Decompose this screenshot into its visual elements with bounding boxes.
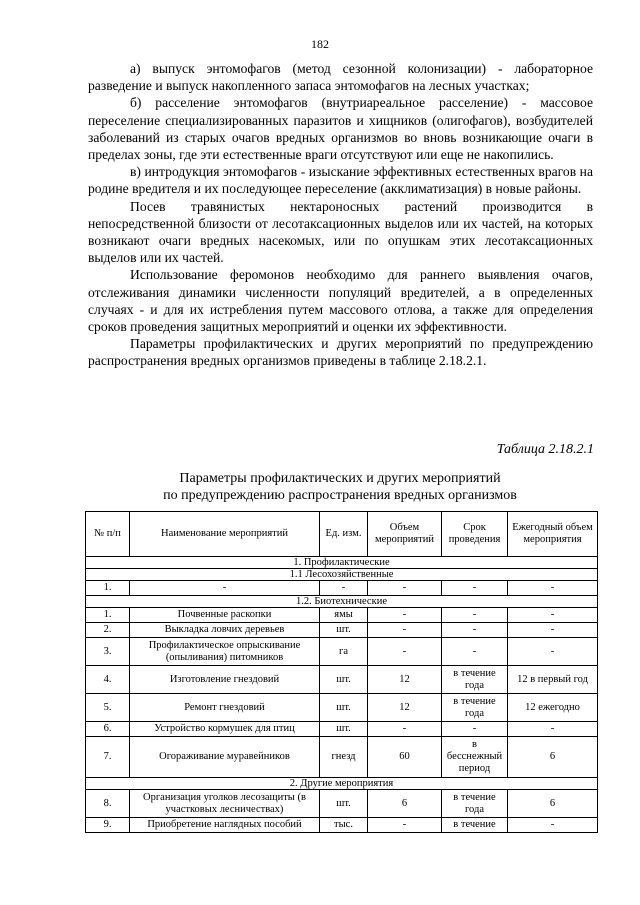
- cell-volume: -: [368, 581, 442, 596]
- cell-number: 5.: [86, 694, 130, 722]
- table-title-line1: Параметры профилактических и других мероприятий: [179, 471, 501, 486]
- cell-number: 9.: [86, 818, 130, 833]
- cell-term: в течение года: [442, 790, 508, 818]
- cell-annual: 6: [508, 790, 598, 818]
- cell-annual: 12 ежегодно: [508, 694, 598, 722]
- cell-name: Профилактическое опрыскивание (опыливания) питомников: [130, 638, 320, 666]
- table-row: [86, 608, 598, 623]
- paragraph-a: а) выпуск энтомофагов (метод сезонной колонизации) - лабораторное разведение и выпуск накопленного запаса энтомофагов на лесных участках;: [88, 61, 593, 94]
- table-title: [0, 470, 640, 504]
- cell-volume: 60: [368, 737, 442, 778]
- cell-unit: шт.: [320, 790, 368, 818]
- cell-volume: -: [368, 608, 442, 623]
- parameters-table: [85, 511, 598, 833]
- cell-annual: -: [508, 638, 598, 666]
- table-row: [86, 818, 598, 833]
- cell-volume: -: [368, 623, 442, 638]
- table-row: [86, 623, 598, 638]
- table-row: [86, 737, 598, 778]
- cell-annual: -: [508, 818, 598, 833]
- table-row: [86, 722, 598, 737]
- section-row: [86, 557, 598, 569]
- cell-unit: га: [320, 638, 368, 666]
- cell-name: Выкладка ловчих деревьев: [130, 623, 320, 638]
- cell-unit: ямы: [320, 608, 368, 623]
- cell-annual: -: [508, 608, 598, 623]
- table-row: [86, 581, 598, 596]
- cell-annual: -: [508, 722, 598, 737]
- cell-annual: -: [508, 623, 598, 638]
- cell-volume: -: [368, 818, 442, 833]
- cell-annual: 12 в первый год: [508, 666, 598, 694]
- header-annual-volume: Ежегодный объем мероприятия: [508, 512, 598, 557]
- cell-term: в течение года: [442, 694, 508, 722]
- cell-name: Организация уголков лесозащиты (в участковых лесничествах): [130, 790, 320, 818]
- table-header-row: [86, 512, 598, 557]
- cell-annual: -: [508, 581, 598, 596]
- cell-volume: 6: [368, 790, 442, 818]
- cell-name: Ремонт гнездовий: [130, 694, 320, 722]
- table-caption: Таблица 2.18.2.1: [496, 442, 594, 457]
- header-number: № п/п: [86, 512, 130, 557]
- cell-number: 3.: [86, 638, 130, 666]
- header-unit: Ед. изм.: [320, 512, 368, 557]
- subsection-row: [86, 569, 598, 581]
- subsection-heading: 1.1 Лесохозяйственные: [86, 569, 598, 581]
- subsection-row: [86, 596, 598, 608]
- paragraph-nectar-plants: Посев травянистых нектароносных растений производится в непосредственной близости от лесотаксационных выделов или их частей, на которых возникают очаги вредных насекомых, или по опушкам этих лесотаксационных выделов или их частей.: [88, 198, 593, 266]
- subsection-heading: 1.2. Биотехнические: [86, 596, 598, 608]
- section-row: [86, 778, 598, 790]
- cell-number: 1.: [86, 608, 130, 623]
- cell-name: -: [130, 581, 320, 596]
- header-volume: Объем мероприятий: [368, 512, 442, 557]
- body-text: [88, 60, 593, 370]
- cell-unit: тыс.: [320, 818, 368, 833]
- cell-name: Приобретение наглядных пособий: [130, 818, 320, 833]
- paragraph-parameters: Параметры профилактических и других мероприятий по предупреждению распространения вредных организмов приведены в таблице 2.18.2.1.: [88, 336, 593, 369]
- table-row: [86, 694, 598, 722]
- cell-name: Огораживание муравейников: [130, 737, 320, 778]
- cell-unit: шт.: [320, 722, 368, 737]
- cell-term: в бесснежный период: [442, 737, 508, 778]
- table-row: [86, 638, 598, 666]
- cell-annual: 6: [508, 737, 598, 778]
- section-heading: 1. Профилактические: [86, 557, 598, 569]
- cell-unit: шт.: [320, 694, 368, 722]
- cell-unit: гнезд: [320, 737, 368, 778]
- cell-term: -: [442, 722, 508, 737]
- cell-volume: 12: [368, 666, 442, 694]
- cell-volume: -: [368, 638, 442, 666]
- cell-number: 2.: [86, 623, 130, 638]
- cell-volume: -: [368, 722, 442, 737]
- cell-number: 6.: [86, 722, 130, 737]
- cell-unit: -: [320, 581, 368, 596]
- cell-number: 1.: [86, 581, 130, 596]
- cell-number: 4.: [86, 666, 130, 694]
- header-term: Срок проведения: [442, 512, 508, 557]
- header-name: Наименование мероприятий: [130, 512, 320, 557]
- table-title-line2: по предупреждению распространения вредных организмов: [163, 488, 517, 503]
- cell-unit: шт.: [320, 666, 368, 694]
- cell-name: Устройство кормушек для птиц: [130, 722, 320, 737]
- table-row: [86, 666, 598, 694]
- cell-term: -: [442, 608, 508, 623]
- paragraph-pheromones: Использование феромонов необходимо для раннего выявления очагов, отслеживания динамики численности популяций вредителей, а в определенных случаях - и для их истребления путем массового отлова, а также для определения сроков проведения защитных мероприятий и оценки их эффективности.: [88, 267, 593, 335]
- cell-term: в течение: [442, 818, 508, 833]
- section-heading: 2. Другие мероприятия: [86, 778, 598, 790]
- cell-number: 7.: [86, 737, 130, 778]
- cell-unit: шт.: [320, 623, 368, 638]
- cell-term: -: [442, 638, 508, 666]
- cell-volume: 12: [368, 694, 442, 722]
- table-row: [86, 790, 598, 818]
- cell-term: -: [442, 623, 508, 638]
- paragraph-b: б) расселение энтомофагов (внутриареальное расселение) - массовое переселение специализированных паразитов и хищников (олигофагов), возбудителей заболеваний из старых очагов вредных организмов во вновь возникающие очаги в пределах зоны, где эти естественные враги отсутствуют или еще не накопились.: [88, 95, 593, 163]
- cell-number: 8.: [86, 790, 130, 818]
- cell-name: Изготовление гнездовий: [130, 666, 320, 694]
- cell-name: Почвенные раскопки: [130, 608, 320, 623]
- paragraph-c: в) интродукция энтомофагов - изыскание эффективных естественных врагов на родине вредителя и их последующее переселение (акклиматизация) в новые районы.: [88, 164, 593, 197]
- page-number: 182: [311, 37, 329, 51]
- cell-term: в течение года: [442, 666, 508, 694]
- cell-term: -: [442, 581, 508, 596]
